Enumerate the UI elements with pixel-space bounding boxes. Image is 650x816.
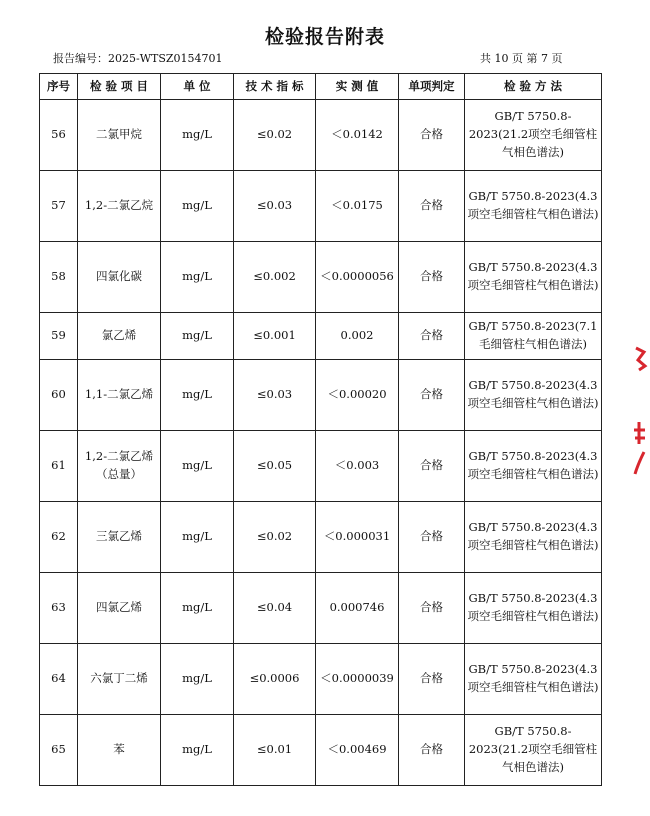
row-method: GB/T 5750.8-2023(7.1毛细管柱气相色谱法) (465, 313, 602, 360)
row-verdict: 合格 (399, 100, 465, 171)
row-method: GB/T 5750.8-2023(4.3项空毛细管柱气相色谱法) (465, 502, 602, 573)
row-verdict: 合格 (399, 644, 465, 715)
row-spec: ≤0.05 (234, 431, 316, 502)
row-unit: mg/L (161, 644, 234, 715)
row-spec: ≤0.03 (234, 171, 316, 242)
row-method: GB/T 5750.8-2023(4.3项空毛细管柱气相色谱法) (465, 431, 602, 502)
row-verdict: 合格 (399, 715, 465, 786)
row-no: 62 (40, 502, 78, 573)
row-no: 57 (40, 171, 78, 242)
row-value: ＜0.003 (316, 431, 399, 502)
row-no: 59 (40, 313, 78, 360)
row-no: 65 (40, 715, 78, 786)
page-info: 共 10 页 第 7 页 (480, 52, 563, 65)
row-method: GB/T 5750.8-2023(4.3项空毛细管柱气相色谱法) (465, 242, 602, 313)
row-spec: ≤0.001 (234, 313, 316, 360)
table-row (40, 715, 602, 786)
row-unit: mg/L (161, 171, 234, 242)
row-spec: ≤0.03 (234, 360, 316, 431)
header-method: 检 验 方 法 (465, 74, 602, 100)
table-row (40, 313, 602, 360)
row-verdict: 合格 (399, 171, 465, 242)
header-row (40, 74, 602, 100)
row-item: 四氯乙烯 (78, 573, 161, 644)
row-value: ＜0.0142 (316, 100, 399, 171)
row-item: 二氯甲烷 (78, 100, 161, 171)
table-row (40, 502, 602, 573)
row-value: 0.000746 (316, 573, 399, 644)
row-unit: mg/L (161, 100, 234, 171)
row-item: 三氯乙烯 (78, 502, 161, 573)
row-method: GB/T 5750.8-2023(4.3项空毛细管柱气相色谱法) (465, 360, 602, 431)
row-unit: mg/L (161, 502, 234, 573)
report-title: 检验报告附表 (264, 26, 385, 48)
row-unit: mg/L (161, 573, 234, 644)
header-no: 序号 (40, 74, 78, 100)
table-row (40, 431, 602, 502)
header-spec: 技 术 指 标 (234, 74, 316, 100)
row-unit: mg/L (161, 313, 234, 360)
row-method: GB/T 5750.8-2023(4.3项空毛细管柱气相色谱法) (465, 171, 602, 242)
row-item: 1,2-二氯乙烷 (78, 171, 161, 242)
row-item: 四氯化碳 (78, 242, 161, 313)
row-verdict: 合格 (399, 431, 465, 502)
inspection-table (39, 73, 602, 786)
row-value: ＜0.00469 (316, 715, 399, 786)
row-value: 0.002 (316, 313, 399, 360)
row-unit: mg/L (161, 431, 234, 502)
stamp-stroke-2 (634, 422, 645, 444)
row-value: ＜0.0000056 (316, 242, 399, 313)
table-row (40, 644, 602, 715)
row-verdict: 合格 (399, 242, 465, 313)
row-unit: mg/L (161, 242, 234, 313)
row-item: 氯乙烯 (78, 313, 161, 360)
header-unit: 单 位 (161, 74, 234, 100)
row-verdict: 合格 (399, 360, 465, 431)
row-value: ＜0.000031 (316, 502, 399, 573)
row-spec: ≤0.01 (234, 715, 316, 786)
stamp-seal-fragment (630, 340, 650, 480)
row-spec: ≤0.02 (234, 502, 316, 573)
row-no: 58 (40, 242, 78, 313)
row-item: 1,1-二氯乙烯 (78, 360, 161, 431)
header-verdict: 单项判定 (399, 74, 465, 100)
row-unit: mg/L (161, 360, 234, 431)
row-verdict: 合格 (399, 502, 465, 573)
report-number: 报告编号：2025-WTSZ0154701 (53, 52, 223, 65)
row-no: 64 (40, 644, 78, 715)
header-item: 检 验 项 目 (78, 74, 161, 100)
table-row (40, 242, 602, 313)
table-row (40, 573, 602, 644)
stamp-stroke-3 (635, 452, 644, 474)
row-no: 61 (40, 431, 78, 502)
row-unit: mg/L (161, 715, 234, 786)
row-spec: ≤0.02 (234, 100, 316, 171)
row-verdict: 合格 (399, 573, 465, 644)
row-item: 六氯丁二烯 (78, 644, 161, 715)
row-no: 63 (40, 573, 78, 644)
row-value: ＜0.00020 (316, 360, 399, 431)
row-item: 1,2-二氯乙烯（总量） (78, 431, 161, 502)
row-method: GB/T 5750.8-2023(4.3项空毛细管柱气相色谱法) (465, 644, 602, 715)
row-no: 60 (40, 360, 78, 431)
header-value: 实 测 值 (316, 74, 399, 100)
row-value: ＜0.0175 (316, 171, 399, 242)
table-row (40, 100, 602, 171)
row-no: 56 (40, 100, 78, 171)
table-row (40, 360, 602, 431)
stamp-stroke-1 (636, 348, 645, 370)
row-method: GB/T 5750.8-2023(4.3项空毛细管柱气相色谱法) (465, 573, 602, 644)
row-value: ＜0.0000039 (316, 644, 399, 715)
row-spec: ≤0.002 (234, 242, 316, 313)
row-verdict: 合格 (399, 313, 465, 360)
row-item: 苯 (78, 715, 161, 786)
row-spec: ≤0.04 (234, 573, 316, 644)
table-row (40, 171, 602, 242)
row-spec: ≤0.0006 (234, 644, 316, 715)
row-method: GB/T 5750.8-2023(21.2项空毛细管柱气相色谱法) (465, 100, 602, 171)
row-method: GB/T 5750.8-2023(21.2项空毛细管柱气相色谱法) (465, 715, 602, 786)
